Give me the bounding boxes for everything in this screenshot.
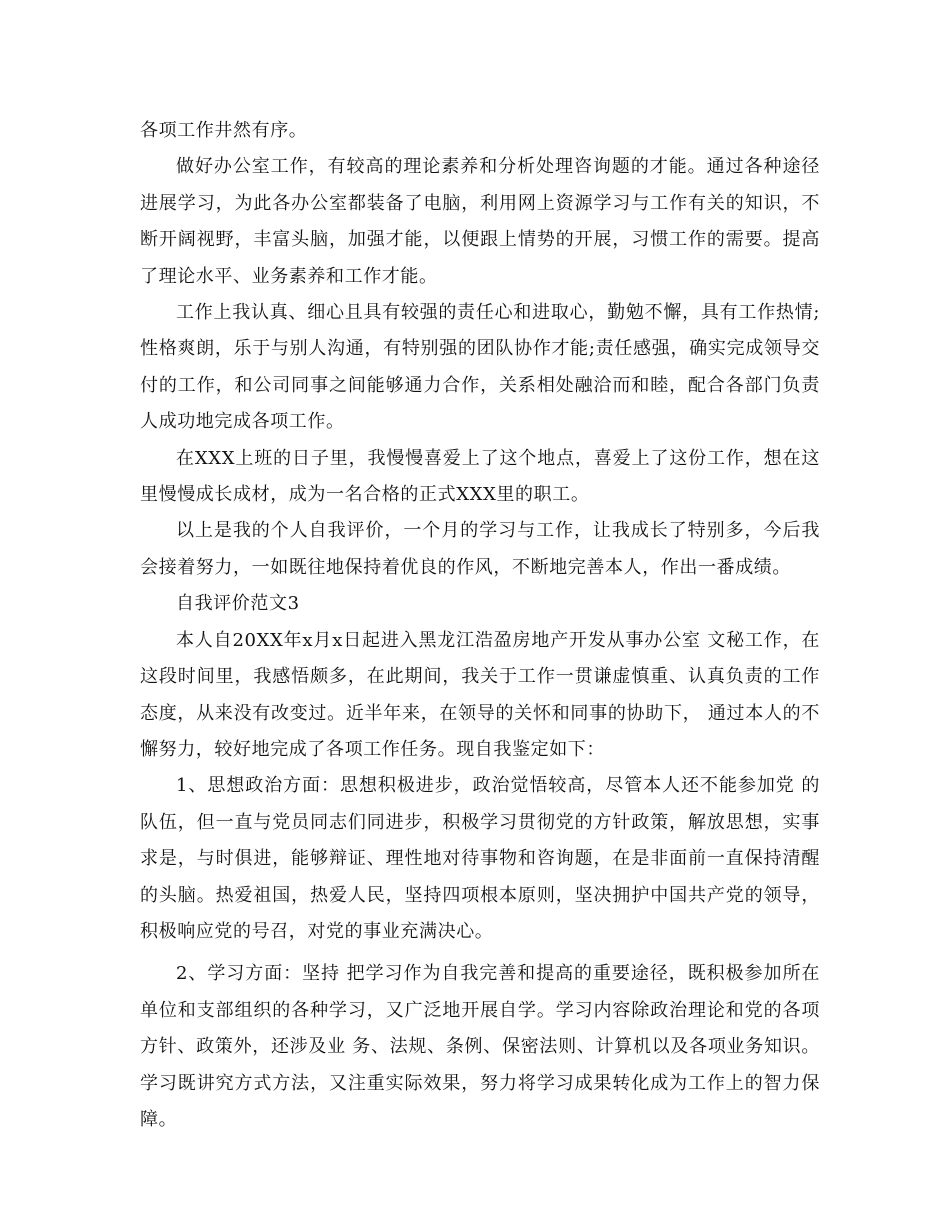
paragraph-office-work: 做好办公室工作，有较高的理论素养和分析处理咨询题的才能。通过各种途径进展学习，为此各办公室都装备了电脑，利用网上资源学习与工作有关的知识，不断开阔视野，丰富头脑，加强才能，以便跟上情势的开展，习惯工作的需要。提高了理论水平、业务素养和工作才能。 <box>140 156 820 287</box>
section-heading: 自我评价范文3 <box>176 593 300 615</box>
paragraph-political: 1、思想政治方面：思想积极进步，政治觉悟较高，尽管本人还不能参加党 的队伍，但一直与党员同志们同进步，积极学习贯彻党的方针政策，解放思想，实事求是，与时俱进，能够辩证、理性地对待事物和咨询题，在是非面前一直保持清醒的头脑。热爱祖国，热爱人民，坚持四项根本原则，坚决拥护中国共产党的领导，积极响应党的号召，对党的事业充满决心。 <box>140 775 820 942</box>
paragraph-work-attitude: 工作上我认真、细心且具有较强的责任心和进取心，勤勉不懈，具有工作热情;性格爽朗，乐于与别人沟通，有特别强的团队协作才能;责任感强，确实完成领导交付的工作，和公司同事之间能够通力合作，关系相处融洽而和睦，配合各部门负责人成功地完成各项工作。 <box>140 302 820 433</box>
document-body <box>140 113 820 1138</box>
paragraph-summary: 以上是我的个人自我评价，一个月的学习与工作，让我成长了特别多，今后我会接着努力，一如既往地保持着优良的作风，不断地完善本人，作出一番成绩。 <box>140 520 820 578</box>
paragraph-continuation: 各项工作井然有序。 <box>140 120 308 141</box>
paragraph-study: 2、学习方面：坚持 把学习作为自我完善和提高的重要途径，既积极参加所在单位和支部组织的各种学习，又广泛地开展自学。学习内容除政治理论和党的各项方针、政策外，还涉及业 务、法规、条例、保密法则、计算机以及各项业务知识。学习既讲究方式方法，又注重实际效果，努力将学习成果转化成为工作上的智力保障。 <box>140 963 820 1130</box>
paragraph-growth: 在XXX上班的日子里，我慢慢喜爱上了这个地点，喜爱上了这份工作，想在这里慢慢成长成材，成为一名合格的正式XXX里的职工。 <box>140 447 820 506</box>
paragraph-intro: 本人自20XX年x月x日起进入黑龙江浩盈房地产开发从事办公室 文秘工作，在这段时间里，我感悟颇多，在此期间，我关于工作一贯谦虚慎重、认真负责的工作态度，从来没有改变过。近半年来，在领导的关怀和同事的协助下， 通过本人的不懈努力，较好地完成了各项工作任务。现自我鉴定如下： <box>140 629 820 760</box>
